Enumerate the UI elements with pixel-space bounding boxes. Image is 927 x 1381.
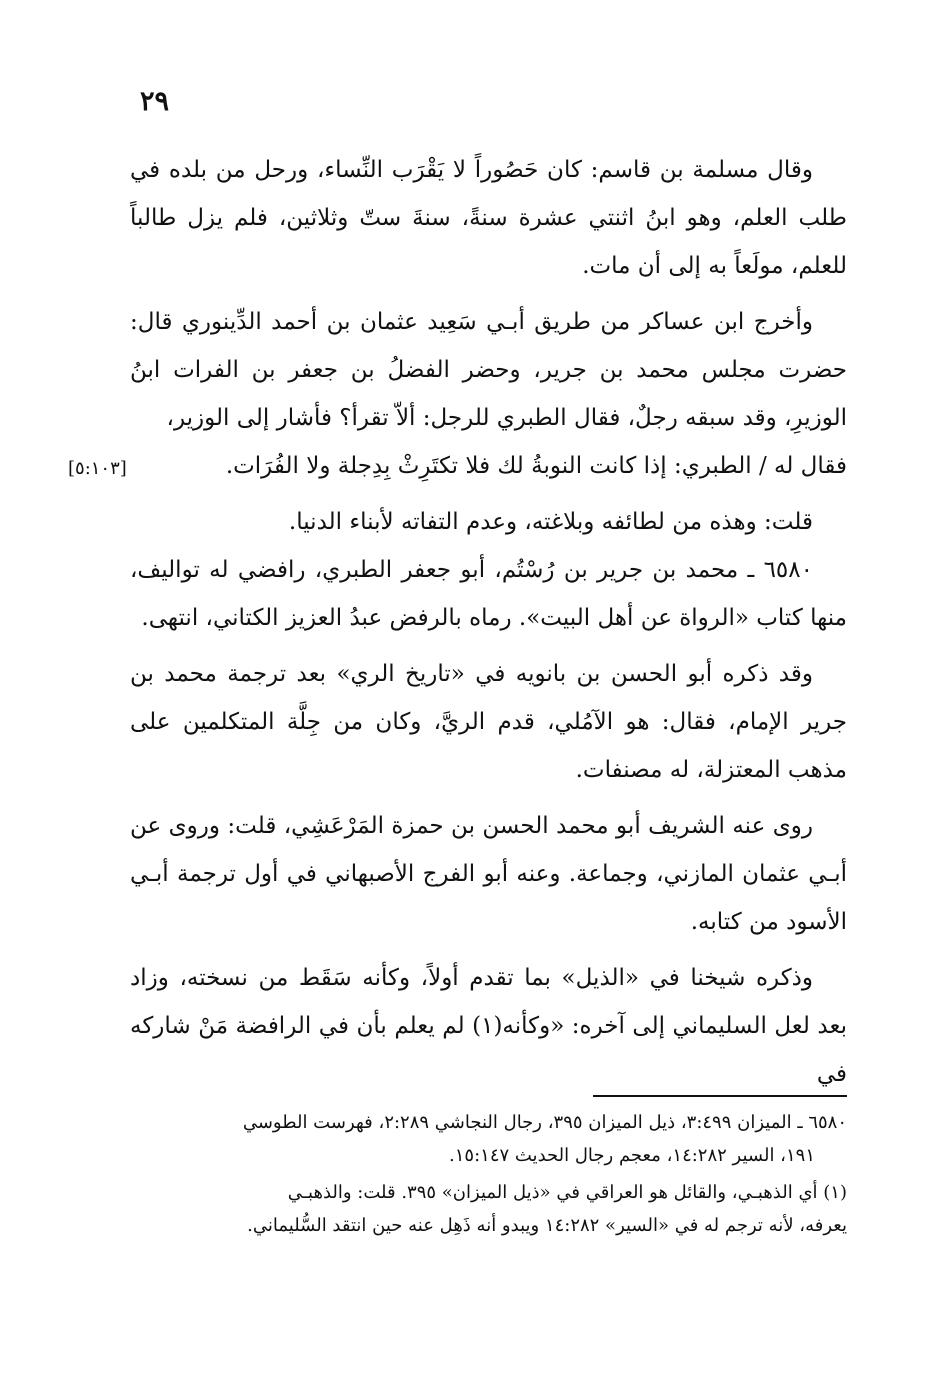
paragraph-1: وقال مسلمة بن قاسم: كان حَصُوراً لا يَقْرَب النِّساء، ورحل من بلده في طلب العلم، وهو ابنُ اثنتي عشرة سنةً، سنةَ ستّ وثلاثين، فلم يزل طالباً للعلم، مولَعاً به إلى أن مات. <box>130 157 847 279</box>
paragraph-3: قلت: وهذه من لطائفه وبلاغته، وعدم التفاته لأبناء الدنيا. <box>288 509 813 535</box>
footnote-sources-line-2: ١٩١، السير ١٤:٢٨٢، معجم رجال الحديث ١٥:١٤٧. <box>449 1145 815 1166</box>
paragraph-2-last-line <box>68 442 847 490</box>
footnote-separator <box>593 1095 847 1097</box>
footnote-1-line-1: (١) أي الذهبـي، والقائل هو العراقي في «ذيل الميزان» ٣٩٥. قلت: والذهبـي <box>287 1182 847 1203</box>
margin-reference: [٥:١٠٣] <box>68 458 127 479</box>
footnote-1 <box>130 1176 847 1242</box>
footnote-sources <box>130 1106 847 1172</box>
paragraph-6: روى عنه الشريف أبو محمد الحسن بن حمزة المَرْعَشِي، قلت: وروى عن أبـي عثمان المازني، وجماعة. وعنه أبو الفرج الأصبهاني في أول ترجمة أبـي الأسود من كتابه. <box>130 813 847 935</box>
paragraph-2-continuation: فقال له / الطبري: إذا كانت النوبةُ لك فلا تكتَرِثْ بِدِجلة ولا الفُرَات. <box>225 453 847 479</box>
paragraph-7: وذكره شيخنا في «الذيل» بما تقدم أولاً، وكأنه سَقَط من نسخته، وزاد بعد لعل السليماني إلى آخره: «وكأنه(١) لم يعلم بأن في الرافضة مَنْ شاركه في <box>130 965 847 1087</box>
footnote-sources-line-1: ٦٥٨٠ ـ الميزان ٣:٤٩٩، ذيل الميزان ٣٩٥، رجال النجاشي ٢:٢٨٩، فهرست الطوسي <box>242 1112 847 1133</box>
paragraph-2: وأخرج ابن عساكر من طريق أبـي سَعِيد عثمان بن أحمد الدِّينوري قال: حضرت مجلس محمد بن جرير، وحضر الفضلُ بن جعفر بن الفرات ابنُ الوزيرِ، وقد سبقه رجلٌ، فقال الطبري للرجل: ألاّ تقرأ؟ فأشار إلى الوزير، <box>130 309 847 431</box>
entry-6580: ٦٥٨٠ ـ محمد بن جرير بن رُسْتُم، أبو جعفر الطبري، رافضي له تواليف، منها كتاب «الرواة عن أهل البيت». رماه بالرفض عبدُ العزيز الكتاني، انتهى. <box>130 557 847 631</box>
page-number: ٢٩ <box>139 86 169 117</box>
paragraph-5: وقد ذكره أبو الحسن بن بانويه في «تاريخ الري» بعد ترجمة محمد بن جرير الإمام، فقال: هو الآمُلي، قدم الريَّ، وكان من جِلَّة المتكلمين على مذهب المعتزلة، له مصنفات. <box>130 661 847 783</box>
main-text <box>68 146 847 1098</box>
footnote-1-line-2: يعرفه، لأنه ترجم له في «السير» ١٤:٢٨٢ ويبدو أنه ذَهِل عنه حين انتقد السُّليماني. <box>247 1215 847 1236</box>
footnotes <box>130 1106 847 1246</box>
